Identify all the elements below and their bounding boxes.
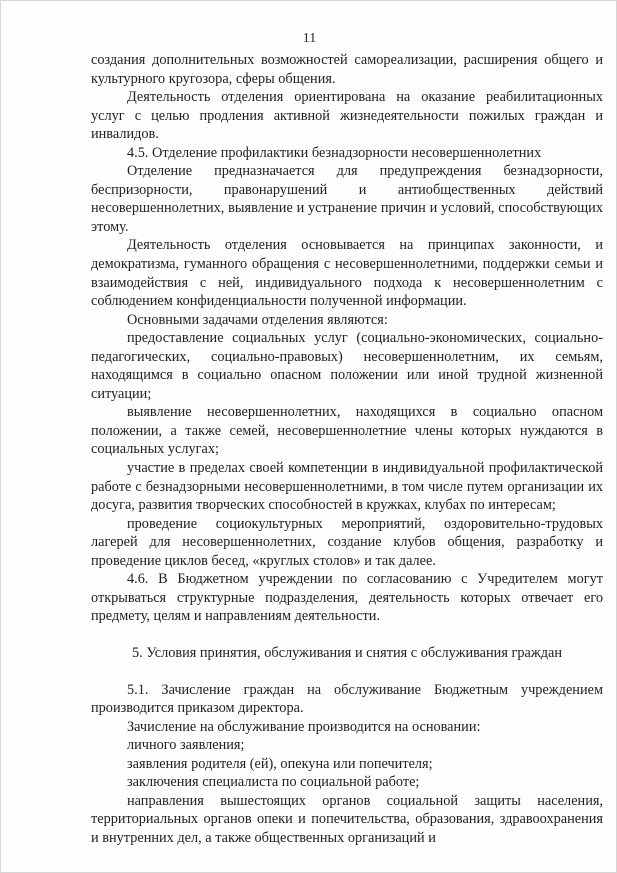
list-item-participation: участие в пределах своей компетенции в индивидуальной профилактической работе с безнадзорными несовершеннолетними, в том числе путем организации их досуга, развития творческих способностей в кружках, клубах по интересам; bbox=[91, 460, 603, 514]
section-heading-5: 5. Условия принятия, обслуживания и снятия с обслуживания граждан bbox=[132, 644, 562, 661]
page-number: 11 bbox=[302, 31, 317, 46]
paragraph-main-tasks-intro: Основными задачами отделения являются: bbox=[127, 311, 388, 328]
list-item-referrals: направления вышестоящих органов социальной защиты населения, территориальных органов опеки и попечительства, образования, здравоохранения и внутренних дел, а также общественных организаций и bbox=[91, 792, 603, 846]
paragraph-enrollment-basis: Зачисление на обслуживание производится на основании: bbox=[127, 718, 481, 735]
paragraph-activity-orientation: Деятельность отделения ориентирована на оказание реабилитационных услуг с целью продления активной жизнедеятельности пожилых граждан и инвалидов. bbox=[91, 89, 603, 143]
list-item-sociocultural-events: проведение социокультурных мероприятий, оздоровительно-трудовых лагерей для несовершеннолетних, создание клубов общения, разработку и проведение циклов бесед, «круглых столов» и так далее. bbox=[91, 515, 603, 569]
list-item-social-services: предоставление социальных услуг (социально-экономических, социально-педагогических, социально-правовых) несовершеннолетним, их семьям, находящимся в социально опасном положении или иной трудной жизненной ситуации; bbox=[91, 330, 603, 402]
list-item-parent-application: заявления родителя (ей), опекуна или попечителя; bbox=[127, 755, 433, 772]
section-heading-4-5: 4.5. Отделение профилактики безнадзорности несовершеннолетних bbox=[127, 144, 542, 161]
paragraph-department-principles: Деятельность отделения основывается на принципах законности, и демократизма, гуманного обращения с несовершеннолетними, поддержки семьи и взаимодействия с ней, индивидуального подхода к несовершеннолетним с соблюдением конфиденциальности полученной информации. bbox=[91, 237, 603, 310]
paragraph-continuation: создания дополнительных возможностей самореализации, расширения общего и культурного кругозора, сферы общения. bbox=[91, 52, 603, 87]
list-item-specialist-conclusion: заключения специалиста по социальной работе; bbox=[127, 774, 420, 791]
list-item-personal-application: личного заявления; bbox=[127, 737, 245, 754]
paragraph-4-6: 4.6. В Бюджетном учреждении по согласованию с Учредителем могут открываться структурные подразделения, деятельность которых отвечает его предмету, целям и направлениям деятельности. bbox=[91, 571, 603, 625]
document-body bbox=[91, 51, 603, 847]
list-item-identification: выявление несовершеннолетних, находящихся в социально опасном положении, а также семей, несовершеннолетние члены которых нуждаются в социальных услугах; bbox=[91, 404, 603, 458]
paragraph-5-1: 5.1. Зачисление граждан на обслуживание Бюджетным учреждением производится приказом директора. bbox=[91, 681, 603, 717]
paragraph-department-purpose: Отделение предназначается для предупреждения безнадзорности, беспризорности, правонарушений и антиобщественных действий несовершеннолетних, выявление и устранение причин и условий, способствующих этому. bbox=[91, 163, 603, 235]
